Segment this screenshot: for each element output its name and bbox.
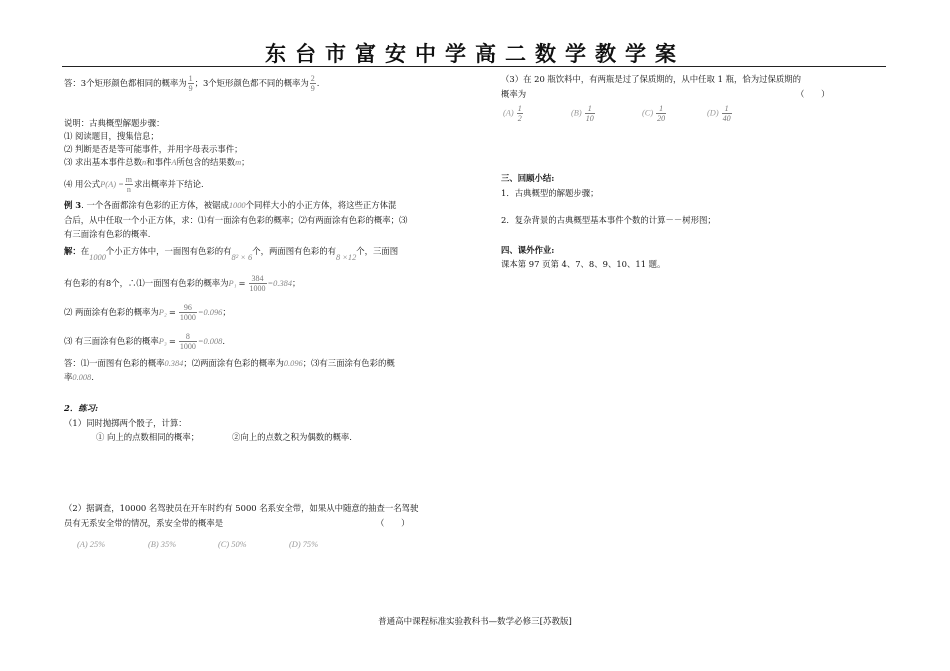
example-label: 例 3 xyxy=(64,200,82,210)
practice-2-option-a: (A) 25% xyxy=(77,540,106,549)
practice-2-option-b: (B) 35% xyxy=(148,540,177,549)
answer-fraction-2: $\frac{2}{9}$ xyxy=(310,74,315,93)
solution-line-1: 解：在1000个小正方体中，一面图有色彩的有8² × 6个，两面图有色彩的有8 ×12个，三面图 xyxy=(64,246,399,262)
section-3-item-2: 2．复杂背景的古典概型基本事件个数的计算－－树形图； xyxy=(501,215,716,225)
page-title: 东台市富安中学高二数学教学案 xyxy=(265,41,685,66)
practice-2-option-d: (D) 75% xyxy=(289,540,319,549)
practice-title: 2．练习: xyxy=(64,403,99,413)
practice-1-q1: ① 向上的点数相同的概率； xyxy=(96,432,200,442)
header-rule xyxy=(62,66,886,67)
solution-line-2: 有色彩的有8个，∴⑴一面图有色彩的概率为P₁ = $\frac{384}{1000}$ =0.384； xyxy=(64,274,301,293)
q3-option-b: (B) $\frac{1}{10}$ xyxy=(571,104,594,123)
p3-fraction: $\frac{8}{1000}$ xyxy=(179,332,196,351)
step-3: ⑶ 求出基本事件总数n和事件A所包含的结果数m； xyxy=(64,157,250,167)
practice-2-line-2: 员有无系安全带的情况，系安全带的概率是 xyxy=(64,518,224,528)
formula: P(A) = xyxy=(100,180,124,189)
solution-line-4: ⑶ 有三面涂有色彩的概率P₃ = $\frac{8}{1000}$ =0.008. xyxy=(64,332,226,351)
solution-label: 解： xyxy=(64,246,81,256)
p2-fraction: $\frac{96}{1000}$ xyxy=(179,303,196,322)
practice-1-intro: （1）同时抛掷两个骰子，计算： xyxy=(64,418,187,428)
practice-1-q2: ②向上的点数之积为偶数的概率. xyxy=(232,432,352,442)
example-3-line-1: 例 3. 一个各面都涂有色彩的正方体，被锯成1000个同样大小的小正方体，将这些正方体混 xyxy=(64,200,397,210)
example-3-line-3: 有三面涂有色彩的概率. xyxy=(64,229,151,239)
step-4: ⑷ 用公式P(A) = $\frac{m}{n}$ 求出概率并下结论. xyxy=(64,175,204,194)
note-title: 说明：古典概型解题步骤： xyxy=(64,118,165,128)
example-3-line-2: 合后，从中任取一个小正方体，求：⑴有一面涂有色彩的概率；⑵有两面涂有色彩的概率；⑶ xyxy=(64,215,408,225)
answer-text-a: 答：3个矩形颜色都相同的概率为 xyxy=(64,78,187,88)
answer-text-b: ；3个矩形颜色都不同的概率为 xyxy=(194,78,309,88)
section-3-item-1: 1．古典概型的解题步骤； xyxy=(501,188,599,198)
q3-option-c: (C) $\frac{1}{20}$ xyxy=(642,104,666,123)
section-4-text: 课本第 97 页第 4、7、8、9、10、11 题。 xyxy=(501,259,666,269)
step-1: ⑴ 阅读题目，搜集信息； xyxy=(64,131,159,141)
section-3-title: 三、回顾小结: xyxy=(501,173,555,183)
practice-2-line-1: （2）据调查，10000 名驾驶员在开车时约有 5000 名系安全带，如果从中随意的抽查一名驾驶 xyxy=(64,503,419,513)
step-2: ⑵ 判断是否是等可能事件，并用字母表示事件； xyxy=(64,144,243,154)
q3-answer-blank: （ ） xyxy=(796,89,830,99)
q3-line-2: 概率为 xyxy=(501,89,527,99)
q3-line-1: （3）在 20 瓶饮料中，有两瓶是过了保质期的，从中任取 1 瓶，恰为过保质期的 xyxy=(501,74,801,84)
formula-fraction: $\frac{m}{n}$ xyxy=(125,175,132,194)
q3-option-a: (A) $\frac{1}{2}$ xyxy=(503,104,522,123)
p1-fraction: $\frac{384}{1000}$ xyxy=(249,274,266,293)
final-answer-line-1: 答：⑴一面图有色彩的概率0.384；⑵两面涂有色彩的概率为0.096；⑶有三面涂有色彩的概 xyxy=(64,358,395,368)
answer-line: 答：3个矩形颜色都相同的概率为 $\frac{1}{9}$ ；3个矩形颜色都不同的概率为 $\frac{2}{9}$ . xyxy=(64,74,320,93)
practice-2-answer-blank: （ ） xyxy=(376,518,410,528)
section-4-title: 四、课外作业: xyxy=(501,245,555,255)
page-footer: 普通高中课程标准实验教科书—数学必修三[苏教版] xyxy=(378,617,572,627)
final-answer-line-2: 率0.008. xyxy=(64,372,94,382)
q3-option-d: (D) $\frac{1}{40}$ xyxy=(707,104,731,123)
answer-fraction-1: $\frac{1}{9}$ xyxy=(188,74,193,93)
solution-line-3: ⑵ 两面涂有色彩的概率为P₂ = $\frac{96}{1000}$ =0.096； xyxy=(64,303,231,322)
practice-2-option-c: (C) 50% xyxy=(218,540,247,549)
